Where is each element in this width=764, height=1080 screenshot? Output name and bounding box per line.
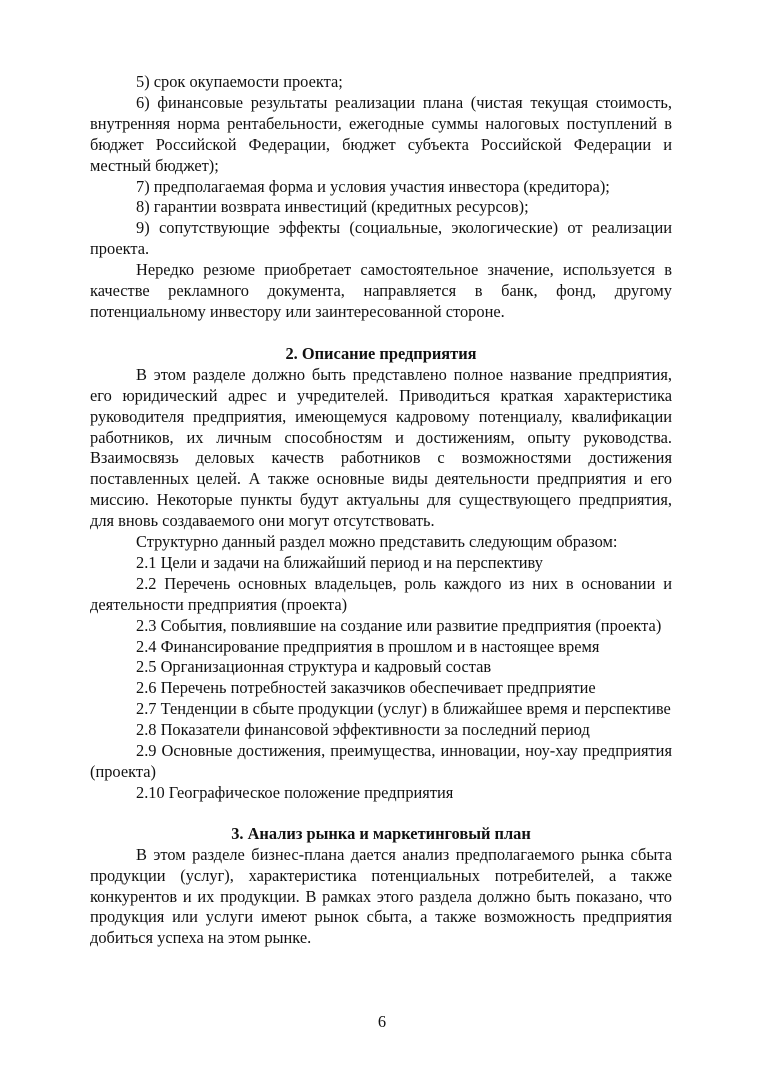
section-2-item: 2.9 Основные достижения, преимущества, инновации, ноу-хау предприятия (проекта) bbox=[90, 741, 672, 781]
section-2-item: 2.7 Тенденции в сбыте продукции (услуг) в ближайшее время и перспективе bbox=[136, 699, 671, 719]
page-number: 6 bbox=[377, 1012, 387, 1031]
intro-item-6: 6) финансовые результаты реализации плана (чистая текущая стоимость, внутренняя норма рентабельности, ежегодные суммы налоговых поступлений в бюджет Российской Федерации, бюджет субъекта Российской Федерации и местный бюджет); bbox=[90, 92, 672, 175]
section-2-item: 2.2 Перечень основных владельцев, роль каждого из них в основании и деятельности предприятия (проекта) bbox=[90, 573, 672, 614]
section-2-item: 2.5 Организационная структура и кадровый состав bbox=[136, 657, 492, 677]
intro-item-5: 5) срок окупаемости проекта; bbox=[136, 72, 343, 91]
section-2-paragraph: В этом разделе должно быть представлено полное название предприятия, его юридический адрес и учредителей. Приводиться краткая характеристика руководителя предприятия, имеющемуся кадровому потенциалу, квалификации работников, их личным способностям и достижениям, опыту руководства. Взаимосвязь деловых качеств работников с возможностями достижения поставленных целей. А также основные виды деятельности предприятия и его миссию. Некоторые пункты будут актуальны для существующего предприятия, для вновь создаваемого они могут отсутствовать. bbox=[90, 364, 672, 531]
section-2-item: 2.8 Показатели финансовой эффективности за последний период bbox=[136, 720, 590, 740]
section-2-structure-intro: Структурно данный раздел можно представить следующим образом: bbox=[136, 532, 618, 552]
section-2-item: 2.4 Финансирование предприятия в прошлом и в настоящее время bbox=[136, 636, 600, 656]
section-2-item: 2.6 Перечень потребностей заказчиков обеспечивает предприятие bbox=[136, 678, 596, 698]
intro-item-8: 8) гарантии возврата инвестиций (кредитных ресурсов); bbox=[136, 197, 529, 217]
intro-item-7: 7) предполагаемая форма и условия участия инвестора (кредитора); bbox=[136, 176, 610, 196]
section-2-heading: 2. Описание предприятия bbox=[285, 343, 477, 363]
document-page bbox=[90, 72, 672, 949]
section-2-item: 2.1 Цели и задачи на ближайший период и на перспективу bbox=[136, 552, 543, 572]
intro-item-9: 9) сопутствующие эффекты (социальные, экологические) от реализации проекта. bbox=[90, 218, 672, 259]
section-2-item: 2.10 Географическое положение предприятия bbox=[136, 782, 454, 802]
section-2-item: 2.3 События, повлиявшие на создание или развитие предприятия (проекта) bbox=[136, 615, 662, 635]
intro-paragraph: Нередко резюме приобретает самостоятельное значение, используется в качестве рекламного документа, направляется в банк, фонд, другому потенциальному инвестору или заинтересованной стороне. bbox=[90, 260, 672, 321]
section-3-paragraph: В этом разделе бизнес-плана дается анализ предполагаемого рынка сбыта продукции (услуг), характеристика потенциальных потребителей, а также конкурентов и их продукции. В рамках этого раздела должно быть показано, что продукция или услуги имеют рынок сбыта, а также возможность предприятия добиться успеха на этом рынке. bbox=[90, 844, 672, 948]
section-3-heading: 3. Анализ рынка и маркетинговый план bbox=[231, 823, 531, 843]
